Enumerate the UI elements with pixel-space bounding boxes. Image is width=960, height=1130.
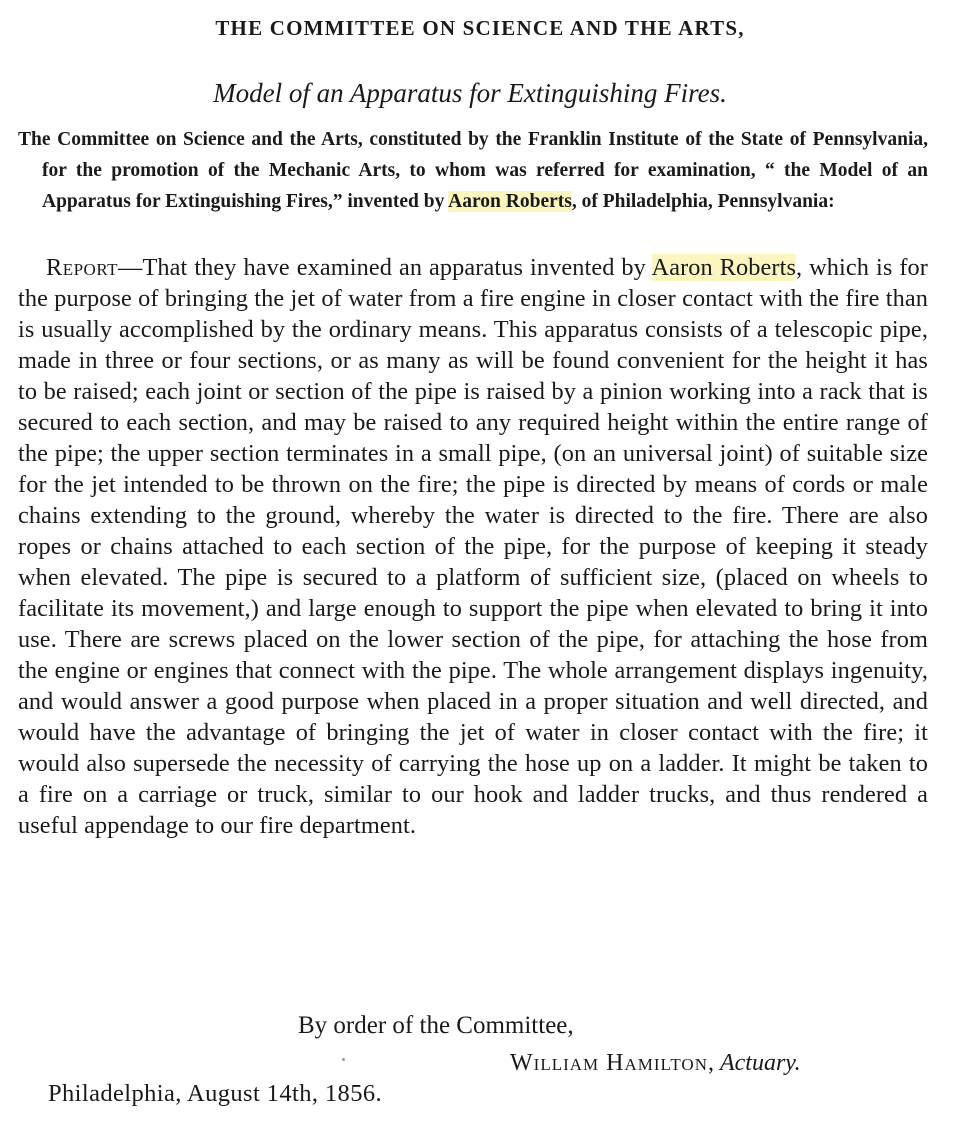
report-dash: — bbox=[118, 254, 143, 281]
intro-text-start: The Committee on Science and the Arts, constituted by the Franklin Institute of the State of Pennsylvania, for the promotion of the Mechanic Arts, to whom was referred for examination, “ the Model of an Apparatus for Extinguishing Fires,” invented by bbox=[18, 129, 928, 212]
signatory-role: Actuary. bbox=[719, 1050, 801, 1076]
place-and-date: Philadelphia, August 14th, 1856. bbox=[48, 1080, 383, 1107]
document-title: Model of an Apparatus for Extinguishing Fires. bbox=[213, 78, 727, 108]
signature-name-line bbox=[510, 1050, 801, 1077]
highlighted-name: Aaron Roberts bbox=[651, 254, 797, 281]
highlighted-name: Aaron Roberts bbox=[448, 191, 572, 212]
intro-paragraph bbox=[18, 124, 928, 217]
intro-text-end: , of Philadelphia, Pennsylvania: bbox=[571, 191, 835, 212]
report-paragraph bbox=[18, 252, 928, 841]
signature-order-line: By order of the Committee, bbox=[298, 1012, 574, 1039]
report-label: Report bbox=[46, 254, 119, 281]
signatory-separator: , bbox=[707, 1050, 720, 1076]
report-text-body: , which is for the purpose of bringing the jet of water from a fire engine in closer contact with the fire than is usually accomplished by the ordinary means. This apparatus consists of a telescopic pipe, made in three or four sections, or as many as will be found convenient for the height it has to be raised; each joint or section of the pipe is raised by a pinion working into a rack that is secured to each section, and may be raised to any required height within the entire range of the pipe; the upper section terminates in a small pipe, (on an universal joint) of suitable size for the jet intended to be thrown on the fire; the pipe is directed by means of cords or male chains extending to the ground, whereby the water is directed to the fire. There are also ropes or chains attached to each section of the pipe, for the purpose of keeping it steady when elevated. The pipe is secured to a platform of sufficient size, (placed on wheels to facilitate its movement,) and large enough to support the pipe when elevated to bring it into use. There are screws placed on the lower section of the pipe, for attaching the hose from the engine or engines that connect with the pipe. The whole arrangement displays ingenuity, and would answer a good purpose when placed in a proper situation and well directed, and would have the advantage of bringing the jet of water in closer contact with the fire; it would also supersede the necessity of carrying the hose up on a ladder. It might be taken to a fire on a carriage or truck, similar to our hook and ladder trucks, and thus rendered a useful appendage to our fire department. bbox=[18, 254, 928, 839]
signatory-name: William Hamilton bbox=[510, 1050, 708, 1076]
intro-text bbox=[18, 124, 928, 217]
running-head: THE COMMITTEE ON SCIENCE AND THE ARTS, bbox=[215, 16, 745, 40]
print-speck bbox=[342, 1058, 345, 1061]
report-text-start: That they have examined an apparatus invented by bbox=[142, 254, 652, 281]
